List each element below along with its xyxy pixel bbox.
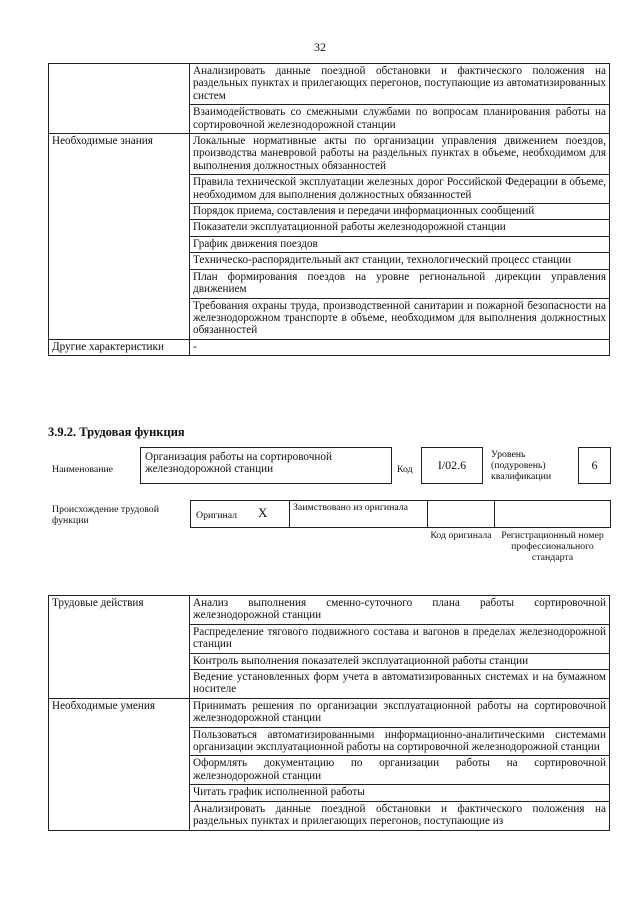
table-cell: Пользоваться автоматизированными информационно-аналитическими системами организации эксплуатационной работы на сортировочной железнодорожной станции [190,727,610,756]
section-title: 3.9.2. Трудовая функция [48,425,185,439]
row-label-actions: Трудовые действия [49,596,190,699]
original-code-caption: Код оригинала [430,530,492,541]
table-cell: Контроль выполнения показателей эксплуатационной работы станции [190,653,610,669]
original-mark: X [258,505,268,520]
table-cell: Взаимодействовать со смежными службами по вопросам планирования работы на сортировочной железнодорожной станции [190,105,610,134]
table-cell: Ведение установленных форм учета в автоматизированных системах и на бумажном носителе [190,670,610,699]
name-label: Наименование [52,464,114,475]
table-row [49,339,610,355]
original-code-box [427,500,495,528]
table-cell: Порядок приема, составления и передачи информационных сообщений [190,204,610,220]
row-label [49,64,190,134]
table-row [49,698,610,727]
level-label: Уровень (подуровень) квалификации [491,449,552,482]
row-label-knowledge: Необходимые знания [49,134,190,340]
original-label: Оригинал [196,510,238,521]
row-label-skills: Необходимые умения [49,698,190,830]
table-cell: Показатели эксплуатационной работы железнодорожной станции [190,220,610,236]
table-cell: План формирования поездов на уровне региональной дирекции управления движением [190,269,610,298]
registration-caption: Регистрационный номер профессионального стандарта [501,530,604,563]
table-cell: Оформлять документацию по организации работы на сортировочной железнодорожной станции [190,756,610,785]
labor-function-table [48,595,610,831]
borrowed-label: Заимствовано из оригинала [293,502,408,513]
table-cell: Анализ выполнения сменно-суточного плана работы сортировочной железнодорожной станции [190,596,610,625]
table-cell: Требования охраны труда, производственной санитарии и пожарной безопасности на железнодорожном транспорте в объеме, необходимом для выполнения должностных обязанностей [190,298,610,339]
requirements-table-continued [48,63,610,356]
table-cell: Принимать решения по организации эксплуатационной работы на сортировочной железнодорожной станции [190,698,610,727]
origin-label: Происхождение трудовой функции [52,504,159,526]
table-cell: Правила технической эксплуатации железных дорог Российской Федерации в объеме, необходимом для выполнения должностных обязанностей [190,175,610,204]
table-cell: График движения поездов [190,236,610,252]
table-cell: Анализировать данные поездной обстановки и фактического положения на раздельных пунктах и прилегающих перегонов, поступающие из автоматизированных систем [190,64,610,105]
table-cell: Локальные нормативные акты по организации управления движением поездов, производства маневровой работы на раздельных пунктах в объеме, необходимом для выполнения должностных обязанностей [190,134,610,175]
registration-number-box [494,500,611,528]
name-value: Организация работы на сортировочной железнодорожной станции [145,451,332,476]
level-value: 6 [591,458,598,472]
code-value: I/02.6 [437,458,467,472]
table-cell: Анализировать данные поездной обстановки и фактического положения на раздельных пунктах и прилегающих перегонов, поступающие из [190,801,610,830]
row-label-other: Другие характеристики [49,339,190,355]
table-cell: Читать график исполненной работы [190,785,610,801]
table-row [49,64,610,105]
table-row [49,134,610,175]
table-cell: Техническо-распорядительный акт станции, технологический процесс станции [190,253,610,269]
page-number: 32 [314,40,326,54]
table-cell: Распределение тягового подвижного состава и вагонов в пределах железнодорожной станции [190,624,610,653]
table-cell: - [190,339,610,355]
table-row [49,596,610,625]
code-label: Код [397,464,413,475]
